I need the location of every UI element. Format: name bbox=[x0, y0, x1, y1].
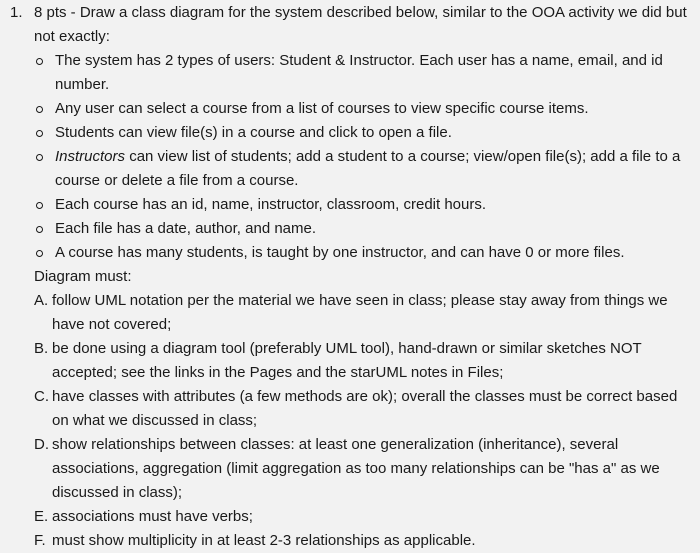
bullet-text: Any user can select a course from a list of courses to view specific course items. bbox=[55, 100, 589, 117]
requirement-letter: F. bbox=[34, 532, 46, 549]
list-item bbox=[34, 145, 694, 193]
bullet-text: can view list of students; add a student to a course; view/open file(s); add a file to a course or delete a file from a course. bbox=[55, 148, 681, 189]
list-item bbox=[34, 241, 694, 265]
bullet-circle-icon bbox=[36, 226, 43, 233]
requirements-bullet-list bbox=[10, 49, 694, 265]
requirement-letter: A. bbox=[34, 292, 49, 309]
requirement-text: have classes with attributes (a few methods are ok); overall the classes must be correct based on what we discussed in class; bbox=[52, 388, 678, 429]
bullet-text: Students can view file(s) in a course and click to open a file. bbox=[55, 124, 452, 141]
bullet-circle-icon bbox=[36, 106, 43, 113]
requirement-letter: C. bbox=[34, 388, 49, 405]
bullet-text: The system has 2 types of users: Student & Instructor. Each user has a name, email, and id number. bbox=[55, 52, 663, 93]
requirement-letter: B. bbox=[34, 340, 49, 357]
list-item bbox=[34, 193, 694, 217]
requirement-text: associations must have verbs; bbox=[52, 508, 253, 525]
diagram-requirements-list bbox=[10, 289, 694, 553]
list-item bbox=[34, 433, 694, 505]
question-intro: 8 pts - Draw a class diagram for the system described below, similar to the OOA activity we did but not exactly: bbox=[34, 4, 687, 45]
list-item bbox=[34, 49, 694, 97]
question-number: 1. bbox=[10, 4, 23, 21]
list-item bbox=[34, 385, 694, 433]
bullet-circle-icon bbox=[36, 154, 43, 161]
list-item bbox=[34, 337, 694, 385]
requirement-text: follow UML notation per the material we have seen in class; please stay away from things we have not covered; bbox=[52, 292, 668, 333]
requirement-text: be done using a diagram tool (preferably UML tool), hand-drawn or similar sketches NOT accepted; see the links in the Pages and the starUML notes in Files; bbox=[52, 340, 642, 381]
bullet-circle-icon bbox=[36, 250, 43, 257]
requirement-text: must show multiplicity in at least 2-3 relationships as applicable. bbox=[52, 532, 476, 549]
list-item bbox=[34, 529, 694, 553]
list-item bbox=[34, 289, 694, 337]
bullet-text: Each course has an id, name, instructor, classroom, credit hours. bbox=[55, 196, 487, 213]
requirement-letter: E. bbox=[34, 508, 49, 525]
diagram-requirements-heading: Diagram must: bbox=[34, 268, 132, 285]
bullet-circle-icon bbox=[36, 130, 43, 137]
list-item bbox=[34, 505, 694, 529]
list-item bbox=[34, 121, 694, 145]
bullet-text: A course has many students, is taught by one instructor, and can have 0 or more files. bbox=[55, 244, 625, 261]
list-item bbox=[34, 97, 694, 121]
requirement-letter: D. bbox=[34, 436, 49, 453]
bullet-lead-text: Instructors bbox=[55, 148, 126, 165]
bullet-circle-icon bbox=[36, 58, 43, 65]
bullet-circle-icon bbox=[36, 202, 43, 209]
bullet-text: Each file has a date, author, and name. bbox=[55, 220, 317, 237]
list-item bbox=[34, 217, 694, 241]
question-header bbox=[10, 1, 694, 49]
requirement-text: show relationships between classes: at least one generalization (inheritance), several associations, aggregation (limit aggregation as too many relationships can be "has a" as we discussed in class); bbox=[52, 436, 660, 501]
